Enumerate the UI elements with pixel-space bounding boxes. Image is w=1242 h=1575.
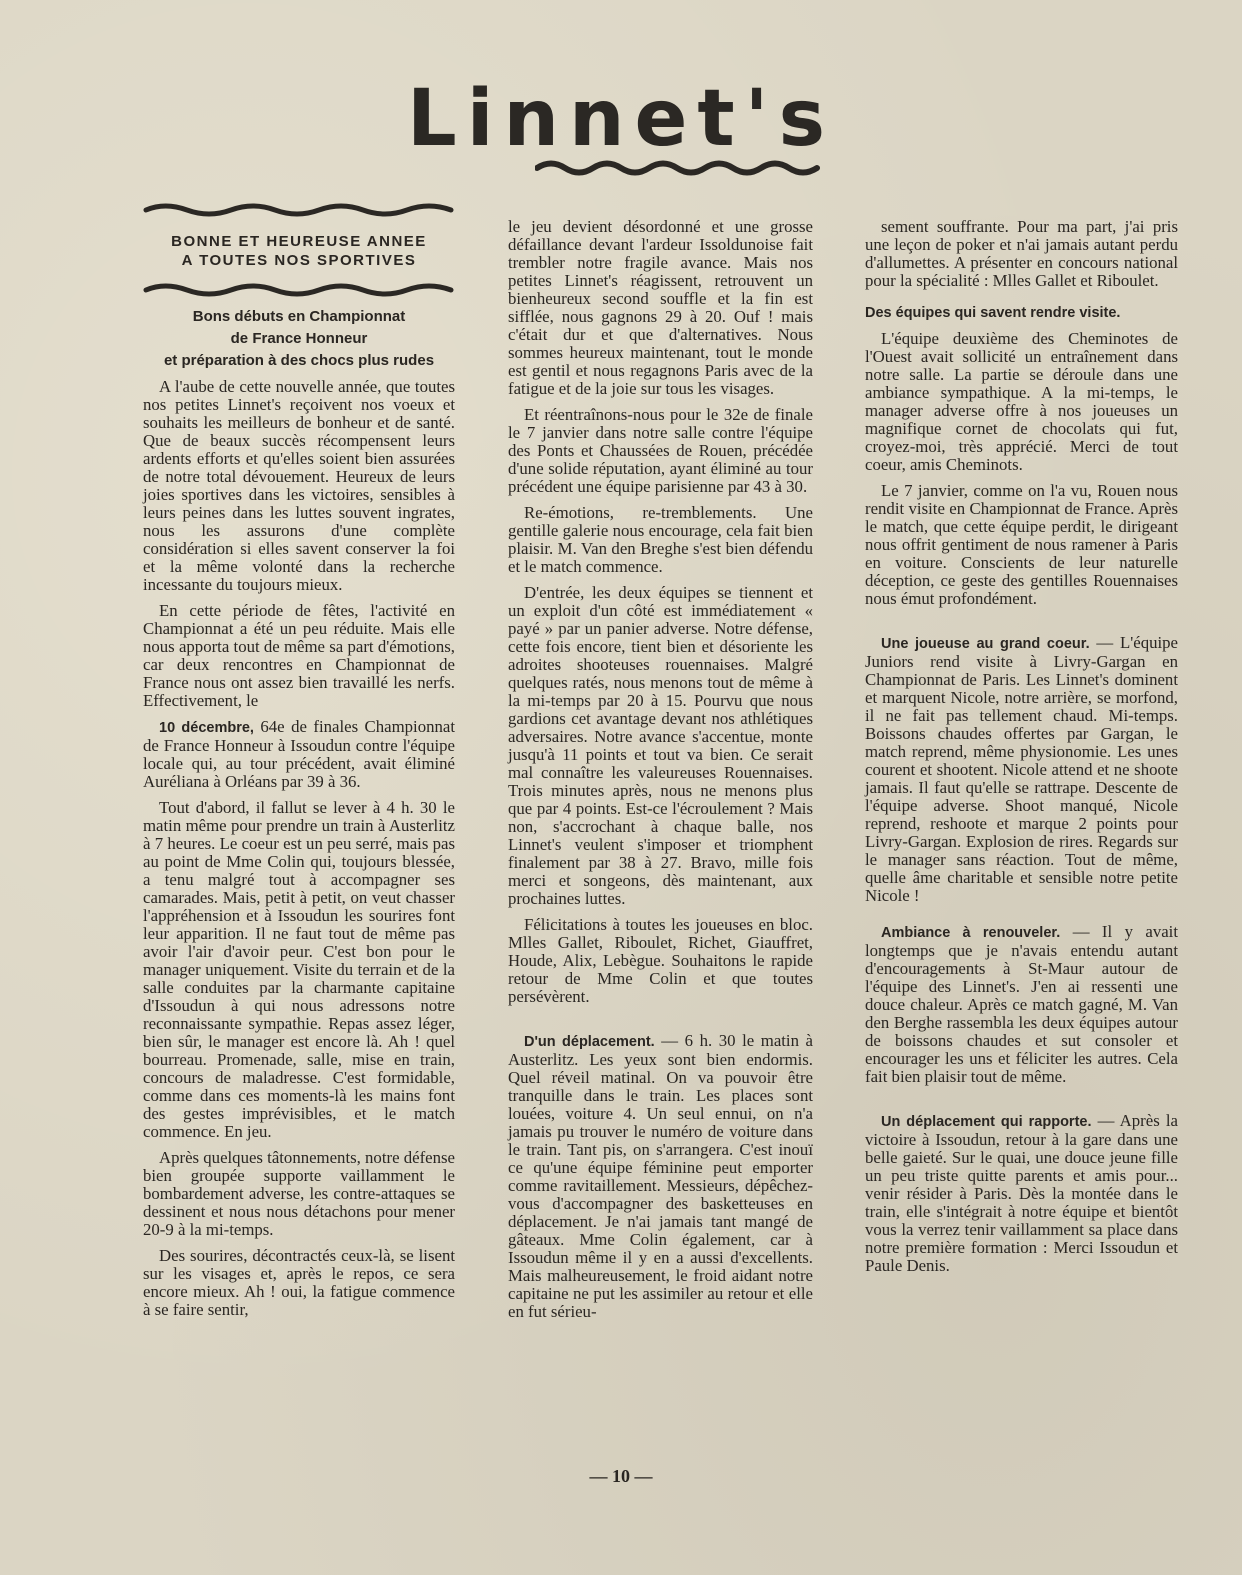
column-left xyxy=(143,200,455,1327)
paragraph-body: — Il y avait longtemps que je n'avais entendu autant d'encouragements à St-Maur autour de l'équipe des Linnet's. J'en ai ressenti une douce chaleur. Après ce match gagné, M. Van den Berghe rassembla les deux équipes autour de boissons chaudes et sut consoler et encourager les uns et féliciter les autres. Cela fait bien plaisir tout de même. xyxy=(865,922,1178,1086)
paragraph xyxy=(865,923,1178,1086)
masthead-title: Linnet's xyxy=(407,74,835,164)
column-middle xyxy=(508,218,813,1329)
wave-rule-top xyxy=(143,200,455,218)
page-number: — 10 — xyxy=(589,1466,653,1486)
section-lead: Ambiance à renouveler. xyxy=(881,925,1061,941)
section-lead: Un déplacement qui rapporte. xyxy=(881,1114,1092,1130)
paragraph-body: — L'équipe Juniors rend visite à Livry-Gargan en Championnat de Paris. Les Linnet's dominent et marquent Nicole, notre arrière, se morfond, il ne fait pas tellement chaud. Mi-temps. Boissons chaudes offertes par Gargan, le match reprend, même physionomie. Les unes courent et shootent. Nicole attend et ne shoote jamais. Il faut qu'elle se rattrape. Descente de l'équipe adverse. Shoot manqué, Nicole reprend, reshoote et marque 2 points pour Livry-Gargan. Explosion de rires. Regards sur le manager sans réaction. Tout de même, quelle âme charitable et sensible notre petite Nicole ! xyxy=(865,633,1178,905)
paragraph xyxy=(865,1112,1178,1275)
paragraph: D'entrée, les deux équipes se tiennent et un exploit d'un côté est immédiatement « payé » par un panier adverse. Notre défense, cette fois encore, tient bien et désoriente les adroites shooteuses rouennaises. Malgré quelques ratés, nous menons tout de même à la mi-temps par 20 à 15. Pourvu que nous gardions cet avantage devant nos athlétiques adversaires. Notre avance s'accentue, monte jusqu'à 11 points et tout va bien. Ce serait mal connaître les valeureuses Rouennaises. Trois minutes après, nous ne menons plus que par 4 points. Est-ce l'écroulement ? Mais non, s'accrochant à chaque balle, nos Linnet's veulent s'imposer et triomphent finalement par 38 à 27. Bravo, mille fois merci et songeons, dès maintenant, aux prochaines luttes. xyxy=(508,583,813,908)
paragraph: sement souffrante. Pour ma part, j'ai pris une leçon de poker et n'ai jamais autant perdu d'allumettes. A présenter en concours national pour la spécialité : Mlles Gallet et Riboulet. xyxy=(865,217,1178,290)
masthead-wave-ornament xyxy=(535,157,820,179)
paragraph: Et réentraînons-nous pour le 32e de finale le 7 janvier dans notre salle contre l'équipe des Ponts et Chaussées de Rouen, précédée d'une solide réputation, ayant éliminé au tour précédent une équipe parisienne par 43 à 30. xyxy=(508,405,813,496)
headline-line-2: A TOUTES NOS SPORTIVES xyxy=(181,252,417,269)
paragraph-body: — 6 h. 30 le matin à Austerlitz. Les yeux sont bien endormis. Quel réveil matinal. On va pouvoir être tranquille dans le train. Les places sont louées, voiture 4. Un seul ennui, on n'a jamais pu trouver le numéro de voiture dans le train. Tant pis, on s'arrangera. C'est inouï ce qu'une équipe féminine peut emporter comme ravitaillement. Messieurs, dépêchez-vous d'accompagner des basketteuses en déplacement. Je n'ai jamais tant mangé de gâteaux. Mme Colin également, car à Issoudun même il y en a aussi d'excellents. Mais malheureusement, le froid aidant notre capitaine ne put les assimiler au retour et elle en fut sérieu- xyxy=(508,1031,813,1321)
subhead-line-3: et préparation à des chocs plus rudes xyxy=(163,352,435,369)
subhead xyxy=(143,306,455,372)
subhead-line-1: Bons débuts en Championnat xyxy=(192,308,406,325)
paragraph: A l'aube de cette nouvelle année, que toutes nos petites Linnet's reçoivent nos voeux et souhaits les meilleurs de bonheur et de santé. Que de beaux succès récompensent leurs ardents efforts et qu'elles soient bien assurées de notre total dévouement. Heureux de leurs joies sportives dans les victoires, sensibles à leurs peines dans les luttes souvent ingrates, nous les assurons d'une complète considération si elles savent conserver la foi et la même volonté dans la recherche incessante du toujours mieux. xyxy=(143,377,455,594)
paragraph: Tout d'abord, il fallut se lever à 4 h. 30 le matin même pour prendre un train à Austerlitz à 7 heures. Le coeur est un peu serré, mais pas au point de Mme Colin qui, toujours blessée, a tenu malgré tout à accompagner ses camarades. Mais, petit à petit, on veut chasser l'appréhension et à Issoudun les sourires font leur apparition. Il ne faut tout de même pas avoir l'air d'avoir peur. C'est bon pour le manager uniquement. Visite du terrain et de la salle conduites par la charmante capitaine d'Issoudun à qui nous adressons notre reconnaissante sympathie. Repas assez léger, bien sûr, le manager est encore là. Ah ! quel bourreau. Promenade, salle, mise en train, concours de maladresse. C'est formidable, comme dans ces moments-là les mains font des gestes imprévisibles, et le match commence. En jeu. xyxy=(143,798,455,1141)
wave-rule-bottom xyxy=(143,280,455,298)
paragraph xyxy=(865,634,1178,905)
paragraph: Des sourires, décontractés ceux-là, se lisent sur les visages et, après le repos, ce sera encore mieux. Ah ! oui, la fatigue commence à se faire sentir, xyxy=(143,1246,455,1319)
paragraph xyxy=(143,718,455,791)
paragraph: Le 7 janvier, comme on l'a vu, Rouen nous rendit visite en Championnat de France. Après le match, que cette équipe perdit, le dirigeant nous offrit gentiment de nous ramener à Paris en voiture. Conscients de leur naturelle déception, ce geste des gentilles Rouennaises nous émut profondément. xyxy=(865,481,1178,608)
paragraph: le jeu devient désordonné et une grosse défaillance devant l'ardeur Issoldunoise fait trembler notre fragile avance. Mais nos petites Linnet's réagissent, retrouvent un bienheureux second souffle et la fin est sifflée, nous gagnons 29 à 20. Ouf ! mais c'était dur et que d'alternatives. Nous sommes heureux maintenant, tout le monde est gentil et nous regagnons Paris avec de la fatigue et de la joie sur tous les visages. xyxy=(508,217,813,398)
paragraph-body: 64e de finales Championnat de France Honneur à Issoudun contre l'équipe locale qui, au tour précédent, avait éliminé Auréliana à Orléans par 39 à 36. xyxy=(143,717,455,791)
column-right xyxy=(865,218,1178,1283)
section-lead: Une joueuse au grand coeur. xyxy=(881,636,1090,652)
paragraph-body: — Après la victoire à Issoudun, retour à la gare dans une belle gaieté. Sur le quai, une douce jeune fille un peu triste quitte parents et amis pour... venir résider à Paris. Dès la montée dans le train, elle s'intégrait à notre équipe et bientôt vous la verrez tenir vaillamment sa place dans notre première formation : Merci Issoudun et Paule Denis. xyxy=(865,1111,1178,1275)
headline-line-1: BONNE ET HEUREUSE ANNEE xyxy=(171,233,427,250)
section-lead: D'un déplacement. xyxy=(524,1034,655,1050)
paragraph: Félicitations à toutes les joueuses en bloc. Mlles Gallet, Riboulet, Richet, Giauffret, Houde, Alix, Lebègue. Souhaitons le rapide retour de Mme Colin et que toutes persévèrent. xyxy=(508,915,813,1006)
subhead-line-2: de France Honneur xyxy=(230,330,368,347)
paragraph: L'équipe deuxième des Cheminotes de l'Ouest avait sollicité un entraînement dans notre salle. La partie se déroule dans une ambiance sympathique. A la mi-temps, le manager adverse offre à nos joueuses un magnifique cornet de chocolats qui fut, croyez-moi, très apprécié. Merci de tout coeur, amis Cheminots. xyxy=(865,329,1178,474)
paragraph: Après quelques tâtonnements, notre défense bien groupée supporte vaillamment le bombardement adverse, les contre-attaques se dessinent et nous nous détachons pour mener 20-9 à la mi-temps. xyxy=(143,1148,455,1239)
paragraph: En cette période de fêtes, l'activité en Championnat a été un peu réduite. Mais elle nous apporta tout de même sa part d'émotions, car deux rencontres en Championnat de France nous ont assez bien travaillé les nerfs. Effectivement, le xyxy=(143,601,455,710)
paragraph xyxy=(508,1032,813,1321)
section-title: Des équipes qui savent rendre visite. xyxy=(865,305,1121,321)
paragraph-lead: 10 décembre, xyxy=(159,720,254,736)
paragraph: Re-émotions, re-tremblements. Une gentille galerie nous encourage, cela fait bien plaisir. M. Van den Breghe s'est bien défendu et le match commence. xyxy=(508,503,813,576)
